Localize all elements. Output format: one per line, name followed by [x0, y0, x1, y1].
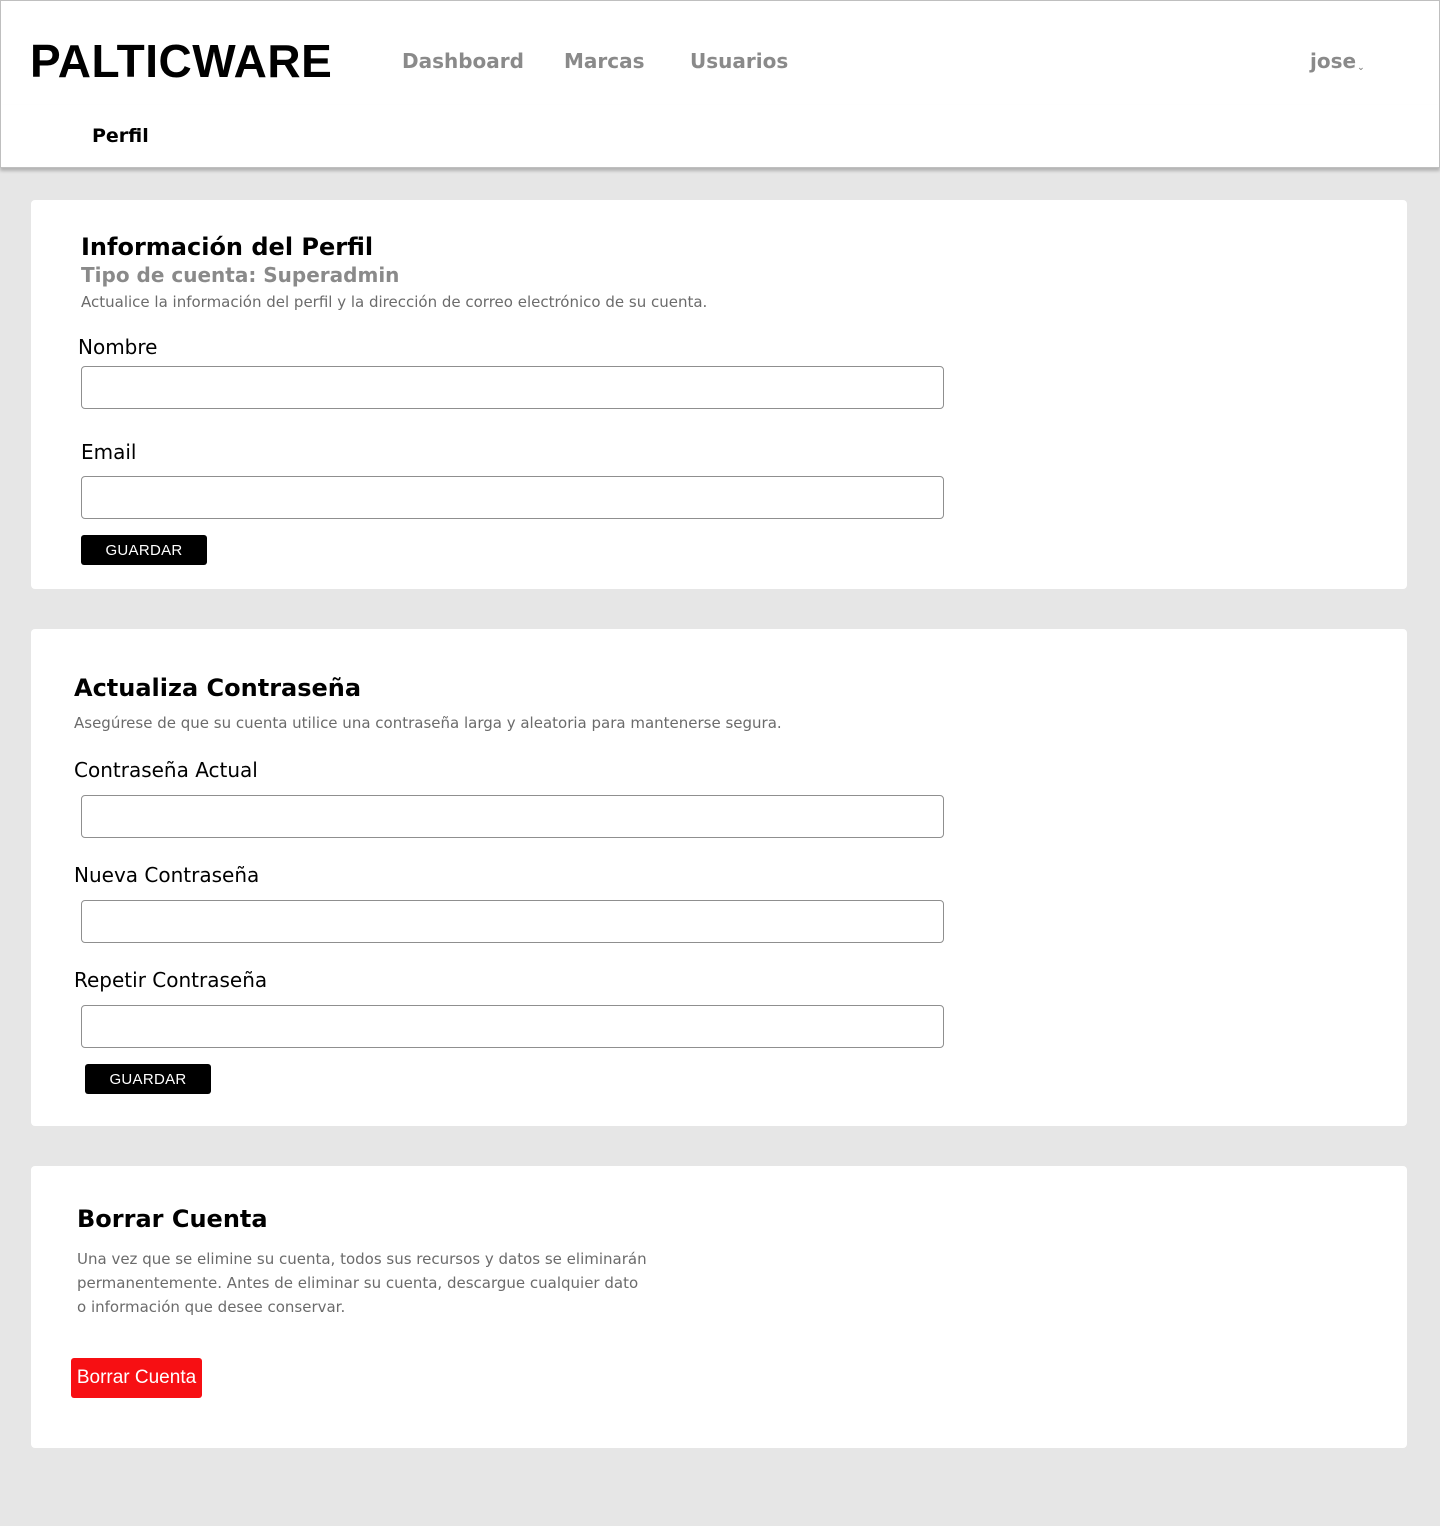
repeat-password-label: Repetir Contraseña	[74, 968, 268, 992]
delete-account-title: Borrar Cuenta	[77, 1205, 268, 1233]
profile-info-title: Información del Perfil	[81, 233, 374, 261]
update-password-description: Asegúrese de que su cuenta utilice una contraseña larga y aleatoria para mantenerse segura.	[74, 714, 782, 732]
top-navbar	[0, 0, 1440, 106]
email-label: Email	[81, 440, 137, 464]
app-logo[interactable]: PALTICWARE	[30, 35, 333, 87]
user-name: jose	[1310, 49, 1357, 73]
nav-link-dashboard[interactable]: Dashboard	[402, 49, 524, 73]
user-menu[interactable]	[1310, 48, 1365, 81]
current-password-input[interactable]	[81, 795, 944, 838]
page-subheader	[0, 105, 1440, 168]
delete-account-button[interactable]: Borrar Cuenta	[71, 1358, 202, 1398]
update-password-title: Actualiza Contraseña	[74, 674, 362, 702]
delete-account-description-line: Una vez que se elimine su cuenta, todos sus recursos y datos se eliminarán	[77, 1250, 647, 1268]
delete-account-description-line: o información que desee conservar.	[77, 1298, 346, 1316]
new-password-label: Nueva Contraseña	[74, 863, 260, 887]
chevron-down-icon: ⌄	[1357, 63, 1365, 73]
account-type-label: Tipo de cuenta:	[81, 263, 257, 287]
name-input[interactable]	[81, 366, 944, 409]
nav-link-marcas[interactable]: Marcas	[564, 49, 645, 73]
name-label: Nombre	[78, 335, 158, 359]
page-title: Perfil	[92, 125, 149, 147]
profile-info-description: Actualice la información del perfil y la dirección de correo electrónico de su cuenta.	[81, 293, 708, 311]
nav-link-usuarios[interactable]: Usuarios	[690, 49, 789, 73]
current-password-label: Contraseña Actual	[74, 758, 258, 782]
delete-account-card	[31, 1166, 1407, 1448]
save-profile-button[interactable]: GUARDAR	[81, 535, 207, 565]
account-type-value: Superadmin	[263, 263, 400, 287]
delete-account-description-line: permanentemente. Antes de eliminar su cuenta, descargue cualquier dato	[77, 1274, 639, 1292]
repeat-password-input[interactable]	[81, 1005, 944, 1048]
new-password-input[interactable]	[81, 900, 944, 943]
update-password-card	[31, 629, 1407, 1126]
save-password-button[interactable]: GUARDAR	[85, 1064, 211, 1094]
account-type	[81, 262, 399, 288]
email-input[interactable]	[81, 476, 944, 519]
profile-info-card	[31, 200, 1407, 589]
delete-account-description	[77, 1247, 647, 1319]
